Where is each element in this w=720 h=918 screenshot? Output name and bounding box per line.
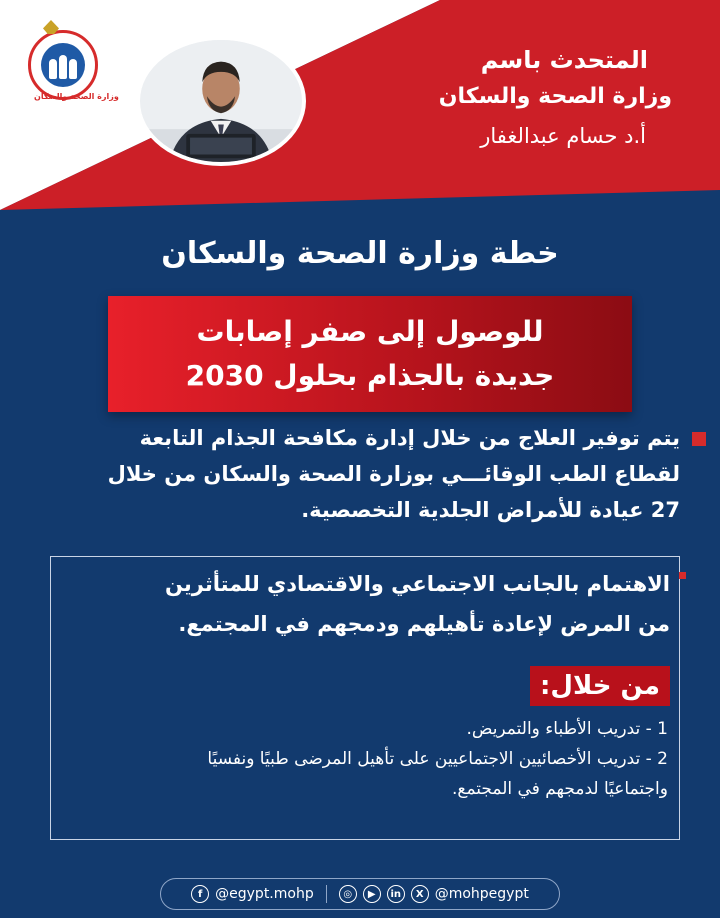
plan-title: خطة وزارة الصحة والسكان xyxy=(161,236,559,271)
social-care-line-1: الاهتمام بالجانب الاجتماعي والاقتصادي للمتأثرين xyxy=(165,572,670,596)
bullet-square-icon xyxy=(692,432,706,446)
instagram-icon[interactable]: ◎ xyxy=(339,885,357,903)
goal-line-2: جديدة بالجذام بحلول 2030 xyxy=(185,359,555,392)
person-photo-icon xyxy=(140,40,302,162)
speaker-organization: وزارة الصحة والسكان xyxy=(438,84,672,109)
speaker-name: أ.د حسام عبدالغفار xyxy=(480,124,646,148)
footer-divider xyxy=(326,885,327,903)
facebook-handle[interactable]: @egypt.mohp xyxy=(215,886,314,902)
treatment-line-2: لقطاع الطب الوقائـــي بوزارة الصحة والسكان من خلال xyxy=(107,462,680,486)
social-care-paragraph xyxy=(60,564,670,644)
x-icon[interactable]: X xyxy=(411,885,429,903)
social-care-line-2: من المرض لإعادة تأهيلهم ودمجهم في المجتمع. xyxy=(178,612,670,636)
step-1: 1 - تدريب الأطباء والتمريض. xyxy=(466,719,668,739)
logo-caption: وزارة الصحة والسكان xyxy=(34,92,119,101)
treatment-line-3: 27 عيادة للأمراض الجلدية التخصصية. xyxy=(301,498,680,522)
speaker-portrait xyxy=(136,36,306,166)
ministry-logo-icon xyxy=(28,30,98,100)
steps-list xyxy=(60,714,668,804)
step-2-line-1: 2 - تدريب الأخصائيين الاجتماعيين على تأهيل المرضى طبيًا ونفسيًا xyxy=(207,749,668,769)
youtube-icon[interactable]: ▶ xyxy=(363,885,381,903)
social-footer xyxy=(160,878,560,910)
social-handle[interactable]: @mohpegypt xyxy=(434,886,529,902)
bullet-dot-icon xyxy=(679,572,686,579)
goal-banner xyxy=(108,296,632,412)
treatment-paragraph xyxy=(34,420,680,528)
step-2-line-2: واجتماعيًا لدمجهم في المجتمع. xyxy=(452,779,668,799)
speaker-title: المتحدث باسم xyxy=(480,46,648,74)
through-label: من خلال: xyxy=(530,666,670,706)
facebook-icon[interactable]: f xyxy=(191,885,209,903)
treatment-line-1: يتم توفير العلاج من خلال إدارة مكافحة الجذام التابعة xyxy=(139,426,680,450)
goal-line-1: للوصول إلى صفر إصابات xyxy=(196,315,544,348)
linkedin-icon[interactable]: in xyxy=(387,885,405,903)
